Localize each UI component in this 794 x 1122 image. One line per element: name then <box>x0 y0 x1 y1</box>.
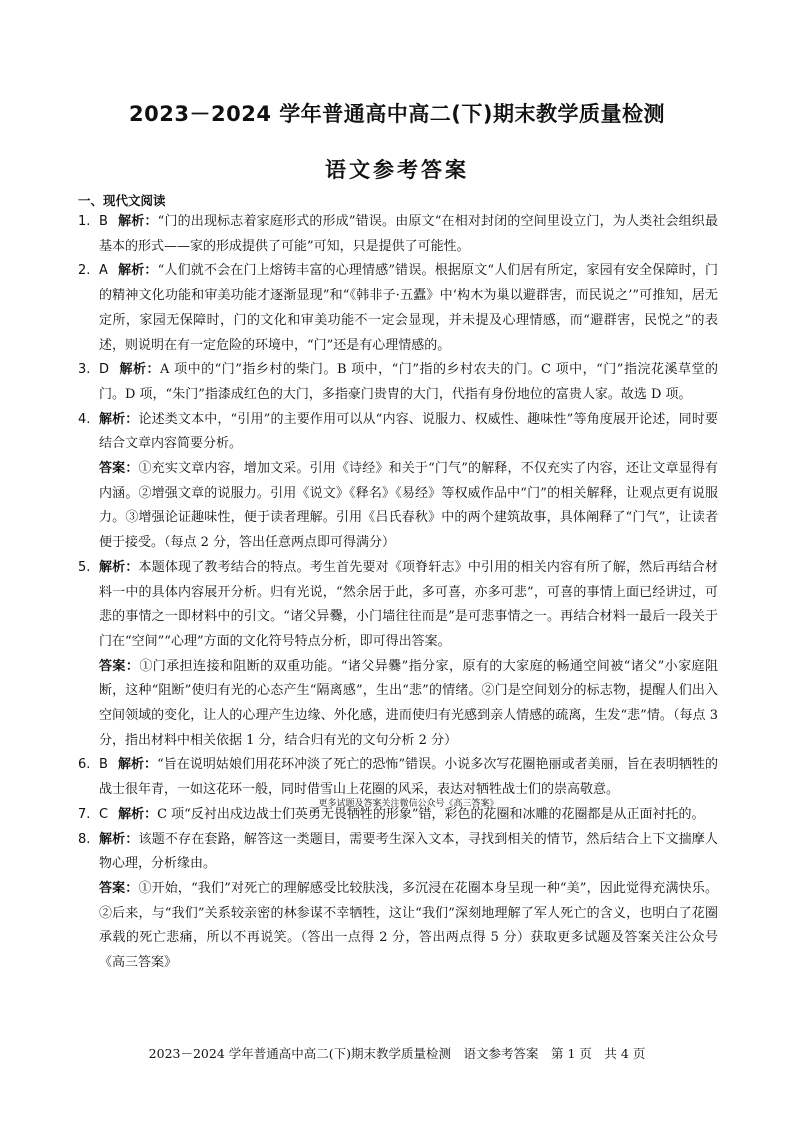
answer-label: 答案： <box>99 461 139 477</box>
answer-item-5 <box>78 556 718 754</box>
item-number: 3. <box>78 362 91 378</box>
analysis-text: C 项“反衬出戍边战士们英勇无畏牺牲的形象”错，彩色的花圈和冰雕的花圈都是从正面衬托的。 <box>157 806 705 822</box>
analysis-text: A 项中的“门”指乡村的柴门。B 项中，“门”指的乡村农夫的门。C 项中，“门”指浣花溪草堂的门。D 项，“朱门”指漆成红色的大门，多指豪门贵胄的大门，代指有身份地位的富贵人家。故选 D 项。 <box>99 362 718 402</box>
item-number: 1. <box>78 214 91 229</box>
document-title: 2023－2024 学年普通高中高二(下)期末教学质量检测 <box>129 102 665 126</box>
answer-item-7 <box>78 803 718 828</box>
item-analysis <box>99 210 718 259</box>
item-number: 5. <box>78 559 91 575</box>
item-number: 6. <box>78 757 91 773</box>
analysis-label: 解析： <box>99 411 139 427</box>
analysis-label: 解析： <box>117 757 158 773</box>
item-analysis <box>99 408 718 457</box>
item-number: 8. <box>78 831 91 847</box>
analysis-label: 解析： <box>117 214 158 229</box>
answer-item-4 <box>78 408 718 556</box>
answer-label: 答案： <box>99 658 140 674</box>
analysis-label: 解析： <box>118 806 158 822</box>
answer-item-2 <box>78 259 718 358</box>
item-number: 4. <box>78 411 91 427</box>
item-number: 2. <box>78 263 91 279</box>
answer-text: ①开始，“我们”对死亡的理解感受比较肤浅，多沉浸在花圈本身呈现一种“美”，因此觉得充满快乐。②后来，与“我们”关系较亲密的林参谋不幸牺牲，这让“我们”深刻地理解了军人死亡的含义，也明白了花圈承载的死亡悲痛，所以不再说笑。（答出一点得 2 分，答出两点得 5 分）获取更多试题及答案关注公众号《高三答案》 <box>99 880 718 971</box>
answer-text: ①门承担连接和阻断的双重功能。“诸父异爨”指分家，原有的大家庭的畅通空间被“诸父”小家庭阻断，这种“阻断”使归有光的心态产生“隔离感”，生出“悲”的情绪。②门是空间划分的标志物，提醒人们出入空间领域的变化，让人的心理产生边缘、外化感，进而使归有光感到亲人情感的疏离，生发“悲”情。（每点 3 分，指出材料中相关依据 1 分，结合归有光的文句分析 2 分） <box>99 658 718 748</box>
analysis-text: 本题体现了教考结合的特点。考生首先要对《项脊轩志》中引用的相关内容有所了解，然后再结合材料一中的具体内容展开分析。归有光说，“然余居于此，多可喜，亦多可悲”，可喜的事情上面已经讲过，可悲的事情之一即材料中的引文。“诸父异爨，小门墙往往而是”是可悲事情之一。再结合材料一最后一段关于门在“空间”“心理”方面的文化符号特点分析，即可得出答案。 <box>99 559 718 649</box>
item-answer <box>99 655 718 754</box>
item-analysis <box>99 259 718 358</box>
item-analysis <box>99 753 718 802</box>
analysis-label: 解析： <box>119 362 161 378</box>
item-choice: D <box>99 362 110 378</box>
item-analysis <box>99 803 718 828</box>
item-analysis <box>99 828 718 877</box>
analysis-label: 解析： <box>117 263 158 279</box>
analysis-text: 论述类文本中，“引用”的主要作用可以从“内容、说服力、权威性、趣味性”等角度展开论述，同时要结合文章内容简要分析。 <box>99 411 718 452</box>
analysis-text: “旨在说明姑娘们用花环冲淡了死亡的恐怖”错误。小说多次写花圈艳丽或者美丽，旨在表明牺牲的战士很年青，一如这花环一般，同时借雪山上花圈的风采，表达对牺牲战士们的崇高敬意。 <box>99 757 718 798</box>
analysis-text: 该题不存在套路，解答这一类题目，需要考生深入文本，寻找到相关的情节，然后结合上下文揣摩人物心理，分析缘由。 <box>99 831 718 872</box>
answer-item-6 <box>78 753 718 802</box>
document-subtitle: 语文参考答案 <box>325 158 469 182</box>
item-answer <box>99 877 718 976</box>
analysis-label: 解析： <box>99 559 139 575</box>
analysis-text: “门的出现标志着家庭形式的形成”错误。由原文“在相对封闭的空间里设立门，为人类社会组织最基本的形式——家的形成提供了可能”可知，只是提供了可能性。 <box>99 214 718 254</box>
item-choice: B <box>99 757 108 773</box>
answer-item-8 <box>78 828 718 976</box>
item-choice: C <box>99 806 109 822</box>
answer-text: ①充实文章内容，增加文采。引用《诗经》和关于“门气”的解释，不仅充实了内容，还让文章显得有内涵。②增强文章的说服力。引用《说文》《释名》《易经》等权威作品中“门”的相关解释，让观点更有说服力。③增强论证趣味性，便于读者理解。引用《吕氏春秋》中的两个建筑故事，具体阐释了“门气”，让读者便于接受。（每点 2 分，答出任意两点即可得满分） <box>99 461 718 551</box>
item-choice: A <box>99 263 108 279</box>
analysis-label: 解析： <box>99 831 139 847</box>
item-analysis <box>99 556 718 655</box>
answer-label: 答案： <box>99 880 139 896</box>
answer-item-1 <box>78 210 718 259</box>
item-choice: B <box>99 214 108 229</box>
analysis-text: “人们就不会在门上熔铸丰富的心理情感”错误。根据原文“人们居有所定，家园有安全保障时，门的精神文化功能和审美功能才逐渐显现”和“《韩非子·五蠹》中‘构木为巢以避群害，而民说之’”可推知，居无定所，家园无保障时，门的文化和审美功能不一定会显现，并未提及心理情感，而“避群害，民悦之”的表述，则说明在有一定危险的环境中，“门”还是有心理情感的。 <box>99 263 718 353</box>
answer-item-3 <box>78 358 718 407</box>
item-number: 7. <box>78 806 91 822</box>
page-footer: 2023－2024 学年普通高中高二(下)期末教学质量检测 语文参考答案 第 1 页 共 4 页 <box>148 1046 646 1061</box>
section-heading: 一、现代文阅读 <box>78 193 166 208</box>
watermark-note: 更多试题及答案关注微信公众号《高三答案》 <box>318 798 499 809</box>
answer-content <box>78 192 718 976</box>
item-analysis <box>99 358 718 407</box>
item-answer <box>99 457 718 556</box>
